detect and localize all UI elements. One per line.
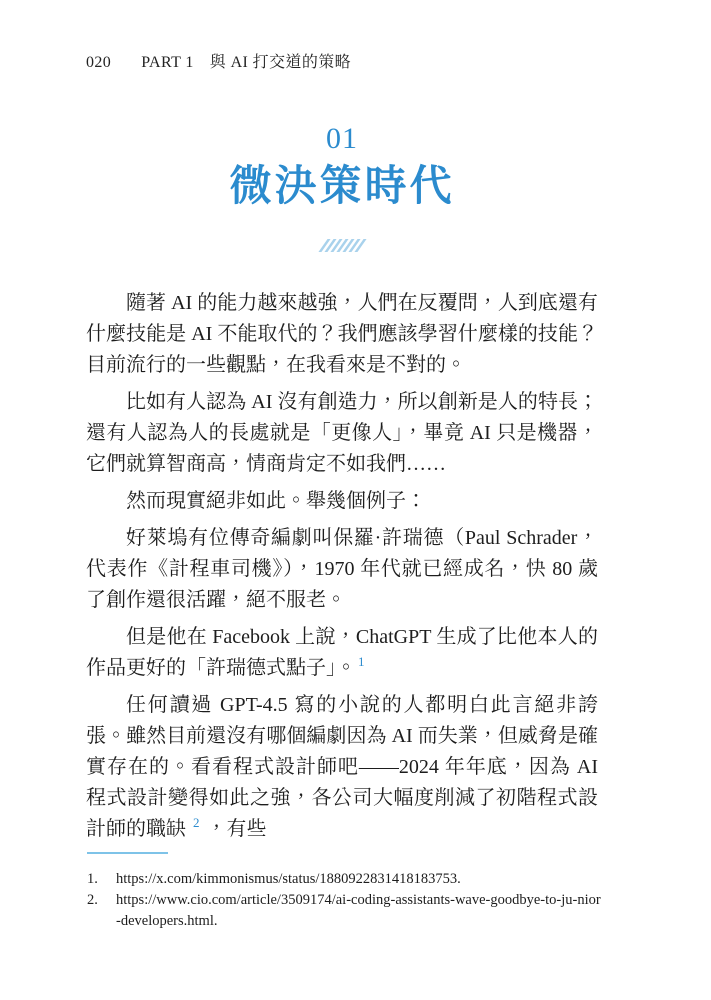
footnote-divider <box>87 852 168 854</box>
part-label: PART 1 <box>141 54 194 71</box>
footnote-url: https://www.cio.com/article/3509174/ai-coding-assistants-wave-goodbye-to-ju-nior-developers.html. <box>116 892 601 929</box>
footnote-item <box>87 869 603 890</box>
chapter-heading <box>86 124 598 252</box>
running-header <box>86 49 351 72</box>
chapter-title: 微決策時代 <box>229 164 455 210</box>
page-number: 020 <box>86 54 112 71</box>
footnote-url: https://x.com/kimmonismus/status/1880922831418183753. <box>116 871 461 887</box>
paragraph: 隨著 AI 的能力越來越強，人們在反覆問，人到底還有什麼技能是 AI 不能取代的？我們應該學習什麼樣的技能？目前流行的一些觀點，在我看來是不對的。 <box>86 292 598 376</box>
body-text <box>86 288 598 851</box>
paragraph: 任何讀過 GPT-4.5 寫的小說的人都明白此言絕非誇張。雖然目前還沒有哪個編劇因為 AI 而失業，但威脅是確實存在的。看看程式設計師吧——2024 年年底，因為 AI 程式設計變得如此之強，各公司大幅度削減了初階程式設計師的職缺 $^2$ ，有些 <box>86 694 598 840</box>
footnote-number: 1. <box>87 871 98 887</box>
paragraph: 但是他在 Facebook 上說，ChatGPT 生成了比他本人的作品更好的「許瑞德式點子」。 $^1$ <box>86 626 598 679</box>
part-title: 與 AI 打交道的策略 <box>209 54 352 71</box>
footnote-number: 2. <box>87 892 98 908</box>
footnotes-section <box>87 869 603 932</box>
paragraph: 比如有人認為 AI 沒有創造力，所以創新是人的特長；還有人認為人的長處就是「更像人」，畢竟 AI 只是機器，它們就算智商高，情商肯定不如我們…… <box>86 391 598 475</box>
paragraph: 好萊塢有位傳奇編劇叫保羅·許瑞德（Paul Schrader，代表作《計程車司機》），1970 年代就已經成名，快 80 歲了創作還很活躍，絕不服老。 <box>86 527 598 611</box>
chapter-number: 01 <box>326 122 358 155</box>
paragraph: 然而現實絕非如此。舉幾個例子： <box>126 490 426 512</box>
hatch-decoration <box>86 238 598 252</box>
footnote-ref: 1 <box>358 654 365 670</box>
footnote-item <box>87 890 603 932</box>
footnote-ref: 2 <box>193 815 200 831</box>
